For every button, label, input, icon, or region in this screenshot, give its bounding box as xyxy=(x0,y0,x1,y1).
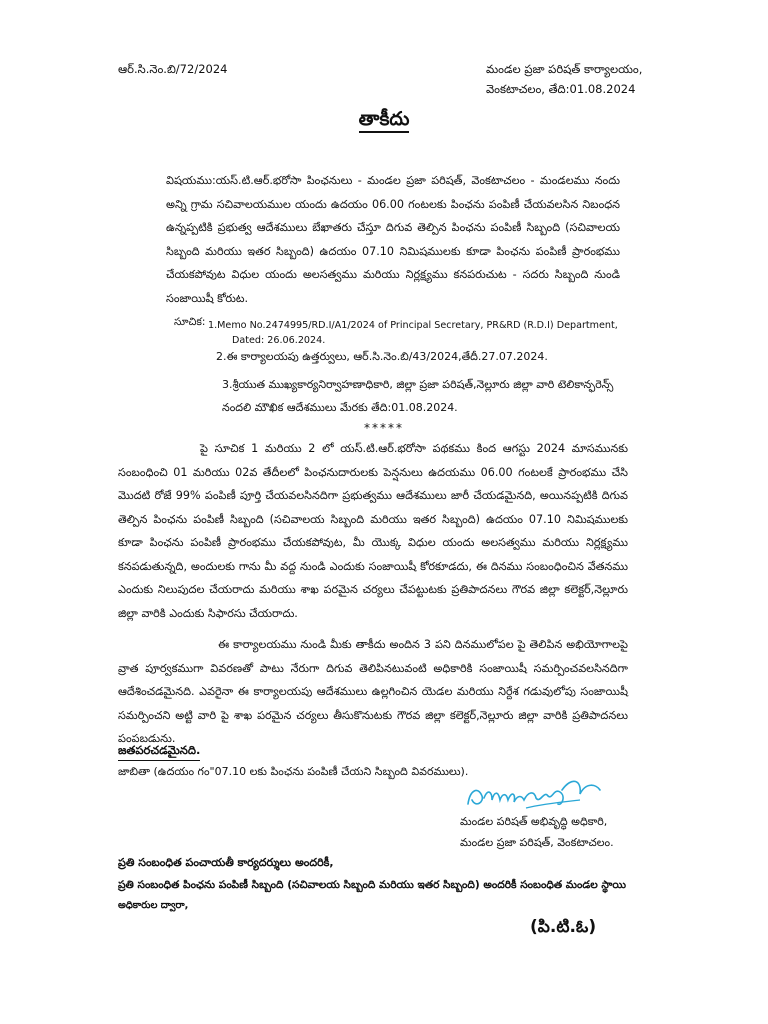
document-title-text: తాకీదు xyxy=(359,108,410,133)
designation-line-2: మండల ప్రజా పరిషత్, వెంకటాచలం. xyxy=(460,836,614,849)
please-turn-over: (పి.టి.ఓ) xyxy=(530,917,597,937)
designation-line-1: మండల పరిషత్ అభివృద్ధి అధికారి, xyxy=(460,815,608,828)
recipient-line-3: అధికారుల ద్వారా, xyxy=(118,900,189,911)
document-title xyxy=(0,108,768,135)
office-name: మండల ప్రజా పరిషత్ కార్యాలయం, xyxy=(486,62,643,76)
reference-3: 3.శ్రీయుత ముఖ్యకార్యనిర్వాహణాధికారి, జిల్లా ప్రజా పరిషత్,నెల్లూరు జిల్లా వారి టెలికాన్ఫరెన్స్ నందలి మౌఖిక ఆదేశములు మేరకు తేది:01.08.2024. xyxy=(222,378,614,414)
recipient-line-2: ప్రతి సంబంధిత పింఛను పంపిణీ సిబ్బంది (సచివాలయ సిబ్బంది మరియు ఇతర సిబ్బంది) అందరికీ సంబంధిత మండల స్థాయి xyxy=(118,879,626,891)
enclosure-note: జాబితా (ఉదయం గం"07.10 లకు పింఛను పంపిణీ చేయని సిబ్బంది వివరములు). xyxy=(118,765,469,778)
body-paragraph-2: ఈ కార్యాలయము నుండి మీకు తాకీదు అందిన 3 పని దినములోపల పై తెలిపిన అభియోగాలపై వ్రాత పూర్వకముగా వివరణతో పాటు నేరుగా దిగువ తెలిపినటువంటి అధికారికి సంజాయిషీ సమర్పించవలసినదిగా ఆదేశించడమైనది. ఎవరైనా ఈ కార్యాలయపు ఆదేశములు ఉల్లగించిన యెడల మరియు నిర్దేశ గడువులోపు సంజాయిషీ సమర్పించని అట్టి వారి పై శాఖ పరమైన చర్యలు తీసుకొనుటకు గౌరవ జిల్లా కలెక్టర్,నెల్లూరు జిల్లా వారికి ప్రతిపాదనలు పంపబడును. xyxy=(118,638,628,745)
subject-text: యస్.టి.ఆర్.భరోసా పింఛనులు - మండల ప్రజా పరిషత్, వెంకటాచలం - మండలము నందు అన్ని గ్రామ సచివాలయముల యందు ఉదయం 06.00 గంటలకు పింఛను పంపిణీ చేయవలసిన నిబంధన ఉన్నప్పటికి ప్రభుత్వ ఆదేశములు బేఖాతరు చేస్తూ దిగువ తెల్పిన పింఛను పంపిణీ సిబ్బంది (సచివాలయ సిబ్బంది మరియు ఇతర సిబ్బంది) ఉదయం 07.10 నిమిషములకు కూడా పింఛను పంపిణీ ప్రారంభము చేయకపోవుట విధుల యందు అలసత్వము మరియు నిర్లక్ష్యము కనపరుచుట - సదరు సిబ్బంది నుండి సంజాయిషీ కోరుట. xyxy=(166,174,620,305)
subject-block xyxy=(166,169,620,310)
issued-note: జతపరచడమైనది. xyxy=(118,743,200,761)
references-label: సూచిక: xyxy=(174,316,206,328)
reference-number: ఆర్.సి.నెం.బి/72/2024 xyxy=(118,62,228,76)
reference-2: 2.ఈ కార్యాలయపు ఉత్తర్వులు, ఆర్.సి.నెం.బి/43/2024,తేదీ.27.07.2024. xyxy=(216,350,548,363)
office-place-date: వెంకటాచలం, తేది:01.08.2024 xyxy=(486,82,636,96)
signature-image xyxy=(462,770,612,818)
recipient-line-1: ప్రతి సంబంధిత పంచాయతీ కార్యదర్శులు అందరికీ, xyxy=(118,856,334,869)
separator-stars: ***** xyxy=(364,421,404,435)
body-paragraph-1: పై సూచిక 1 మరియు 2 లో యస్.టి.ఆర్.భరోసా పథకము కింద ఆగస్టు 2024 మాసమునకు సంబంధించి 01 మరియు 02వ తేదీలలో పింఛనుదారులకు పెన్షనులు ఉదయము 06.00 గంటలకే ప్రారంభము చేసి మొదటి రోజే 99% పంపిణీ పూర్తి చేయవలసినదిగా ప్రభుత్వము ఆదేశములు జారీ చేయడమైనది, అయినప్పటికి దిగువ తెల్పిన పింఛను పంపిణీ సిబ్బంది (సచివాలయ సిబ్బంది మరియు ఇతర సిబ్బంది) ఉదయం 07.10 నిమిషములకు కూడా పింఛను పంపిణీ ప్రారంభము చేయకపోవుట, మీ యొక్క విధుల యందు అలసత్వము మరియు నిర్లక్ష్యము కనపడుతున్నది, అందులకు గాను మీ వద్ద నుండి ఎందుకు సంజాయిషీ కోరకూడదు, ఈ దినము సంబంధించిన వేతనము ఎందుకు నిలుపుదల చేయరాదు మరియు శాఖ పరమైన చర్యలు చేపట్టుటకు ప్రతిపాదనలు గౌరవ జిల్లా కలెక్టర్,నెల్లూరు జిల్లా వారికి ఎందుకు సిఫారసు చేయరాదు. xyxy=(118,442,628,620)
reference-1-line2: Dated: 26.06.2024. xyxy=(232,335,326,346)
subject-label: విషయము: xyxy=(166,174,216,187)
reference-1-line1: 1.Memo No.2474995/RD.I/A1/2024 of Principal Secretary, PR&RD (R.D.I) Department, xyxy=(208,320,618,331)
